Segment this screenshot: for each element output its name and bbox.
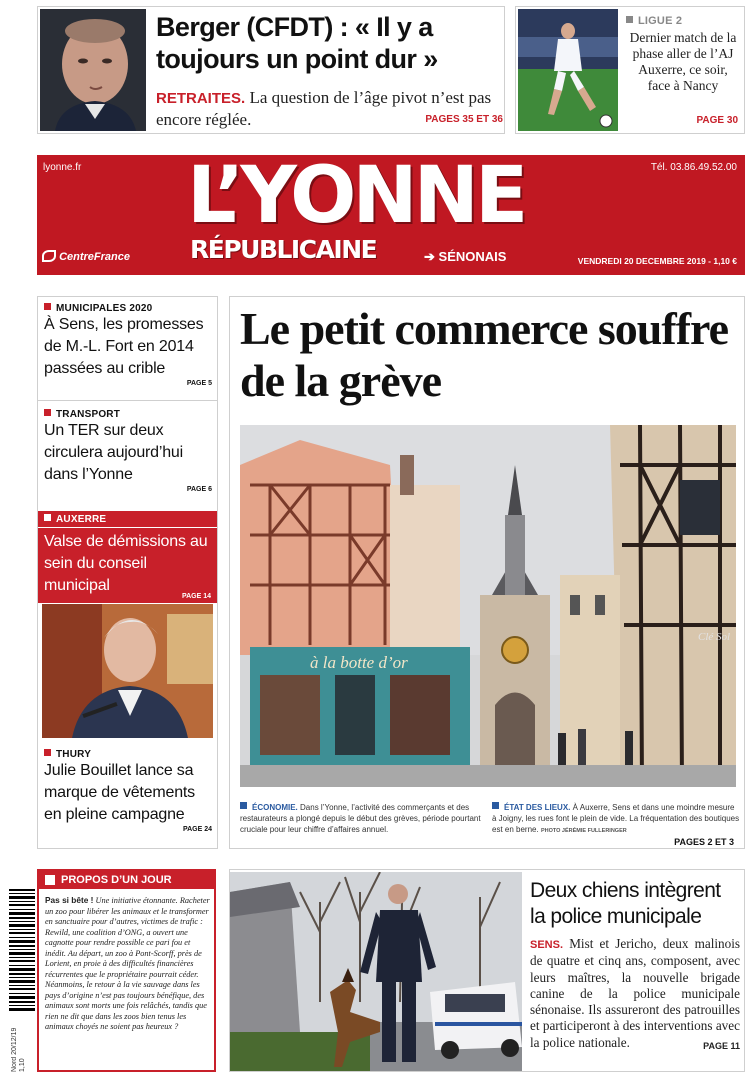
caption-square-icon: [240, 802, 247, 809]
website-link[interactable]: lyonne.fr: [43, 162, 82, 173]
propos-square-icon: [45, 875, 55, 885]
barcode-info: [11, 1017, 35, 1072]
brief-kicker: TRANSPORT: [56, 409, 121, 420]
propos-box[interactable]: [37, 869, 216, 1072]
arrow-right-icon: ➔: [424, 249, 435, 264]
ligue2-kicker-line: [626, 15, 740, 27]
kicker-square-icon: [44, 409, 51, 416]
main-headline: Le petit commerce souffre de la grève: [240, 303, 729, 406]
bottom-page: PAGE 11: [703, 1040, 740, 1051]
brief-auxerre[interactable]: [38, 511, 217, 603]
brief-page: PAGE 5: [186, 380, 212, 387]
brief-kicker-line: [44, 303, 212, 314]
brief-page: PAGE 24: [182, 826, 212, 833]
brief-kicker-line: [44, 514, 106, 525]
ligue2-text: Dernier match de la phase aller de l’AJ Auxerre, ce soir, face à Nancy: [629, 30, 737, 93]
brief-page: PAGE 6: [186, 486, 212, 493]
newspaper-title: L’YONNE: [187, 151, 525, 241]
masthead: [37, 151, 745, 275]
main-pages: PAGES 2 ET 3: [674, 837, 734, 847]
teaser-ligue2[interactable]: [515, 6, 745, 134]
caption-square-icon: [492, 802, 499, 809]
date-price: VENDREDI 20 DECEMBRE 2019 - 1,10 €: [577, 256, 737, 266]
publisher-logo: [42, 250, 130, 263]
brief-headline: Valse de démissions au sein du conseil municipal: [44, 533, 208, 594]
brief-kicker: MUNICIPALES 2020: [56, 303, 153, 314]
bottom-text: Mist et Jericho, deux malinois de quatre et cinq ans, composent, avec leurs maîtres, la nouvelle brigade canine de la police municipale sénonaise. Ils assureront des patrouilles et participeront à des interventions avec la police nationale.: [530, 936, 741, 1050]
brief-kicker-line: [44, 749, 212, 760]
propos-title-text: PROPOS D’UN JOUR: [61, 874, 172, 886]
bottom-body: [530, 936, 740, 1054]
ligue2-page: PAGE 30: [696, 115, 738, 126]
barcode-region: Nord: [11, 1056, 18, 1072]
barcode-bars: [9, 887, 35, 1012]
propos-text: [45, 895, 211, 1033]
propos-lead: Pas si bête !: [45, 895, 94, 905]
publisher-name: CentreFrance: [59, 251, 130, 263]
main-story[interactable]: [229, 296, 745, 849]
barcode-price: 1,10: [19, 1058, 26, 1072]
caption-left: [240, 802, 485, 835]
brief-headline: Julie Bouillet lance sa marque de vêtements en pleine campagne: [44, 762, 195, 823]
divider: [38, 400, 217, 401]
centrefrance-icon: [42, 250, 56, 262]
edition-label: [424, 249, 506, 265]
brief-municipales[interactable]: [44, 303, 212, 387]
kicker-square-icon: [44, 749, 51, 756]
propos-title: [39, 871, 214, 889]
bottom-story[interactable]: [229, 869, 745, 1072]
teaser-retraites[interactable]: [37, 6, 505, 134]
bottom-kicker: SENS.: [530, 939, 564, 951]
brief-thury[interactable]: [44, 749, 212, 833]
newspaper-subtitle: RÉPUBLICAINE: [190, 235, 377, 264]
brief-kicker: AUXERRE: [56, 514, 107, 525]
berger-portrait-photo: [40, 9, 146, 131]
teaser-kicker: RETRAITES.: [156, 90, 246, 107]
brief-kicker-line: [44, 409, 212, 420]
councillor-photo: [42, 604, 213, 738]
barcode-date: 20/12/19: [11, 1027, 18, 1055]
police-dog-photo: [230, 872, 522, 1071]
teaser-headline: Berger (CFDT) : « Il y a toujours un point dur »: [156, 12, 438, 74]
propos-body: Une initiative étonnante. Racheter un zoo pour libérer les animaux et le transformer en sanctuaire pour d’autres, victimes de trafic : Rewild, une coalition d’ONG, a ouvert une cagnotte pour rendre possible ce pari fou et inédit. Au départ, un zoo à Pont-Scorff, près de Lorient, en proie à des difficultés financières récurrentes que le propriétaire pourrait céder. Néanmoins, le retour à la vie sauvage dans les pays d’origine n’est pas toujours bénéfique, des animaux sont morts une fois relâchés, tandis que rien ne dit que dans les zoos bien tenus les animaux choyés ne soient pas heureux ?: [45, 896, 210, 1031]
ligue2-kicker: LIGUE 2: [638, 15, 683, 27]
phone-number: Tél. 03.86.49.52.00: [650, 162, 737, 173]
caption-left-text: Dans l’Yonne, l’activité des commerçants et des restaurateurs a plongé depuis le début des grèves, période pourtant cruciale pour leur chiffre d’affaires annuel.: [240, 803, 481, 834]
brief-headline: À Sens, les promesses de M.-L. Fort en 2014 passées au crible: [44, 316, 204, 377]
caption-right: [492, 802, 740, 837]
ligue2-content: [626, 15, 740, 94]
brief-kicker: THURY: [56, 749, 92, 760]
shop-sign-text: à la botte d’or: [310, 653, 408, 672]
kicker-square-icon: [44, 303, 51, 310]
teaser-body: La question de l’âge pivot n’est pas encore réglée.: [156, 88, 492, 129]
caption-right-text: À Auxerre, Sens et dans une moindre mesure à Joigny, les rues font le plein de vide. La fréquentation des boutiques est en berne.: [492, 803, 740, 834]
shop-sign-right-text: Clé Sol: [698, 631, 731, 643]
street-photo: [240, 425, 736, 787]
kicker-square-icon: [44, 514, 51, 521]
divider: [38, 527, 217, 528]
caption-right-kicker: ÉTAT DES LIEUX.: [504, 803, 571, 812]
football-photo: [518, 9, 618, 131]
edition-name: SÉNONAIS: [438, 249, 507, 264]
brief-headline: Un TER sur deux circulera aujourd’hui dans l’Yonne: [44, 422, 183, 483]
kicker-square-icon: [626, 16, 633, 23]
photo-credit: PHOTO JÉRÉMIE FULLERINGER: [540, 828, 627, 834]
caption-left-kicker: ÉCONOMIE.: [252, 803, 298, 812]
bottom-headline: Deux chiens intègrent la police municipale: [530, 879, 721, 928]
barcode: [9, 887, 35, 1072]
left-column: [37, 296, 218, 849]
brief-page: PAGE 14: [181, 593, 211, 600]
teaser-pages: PAGES 35 ET 36: [425, 114, 503, 125]
brief-transport[interactable]: [44, 409, 212, 493]
